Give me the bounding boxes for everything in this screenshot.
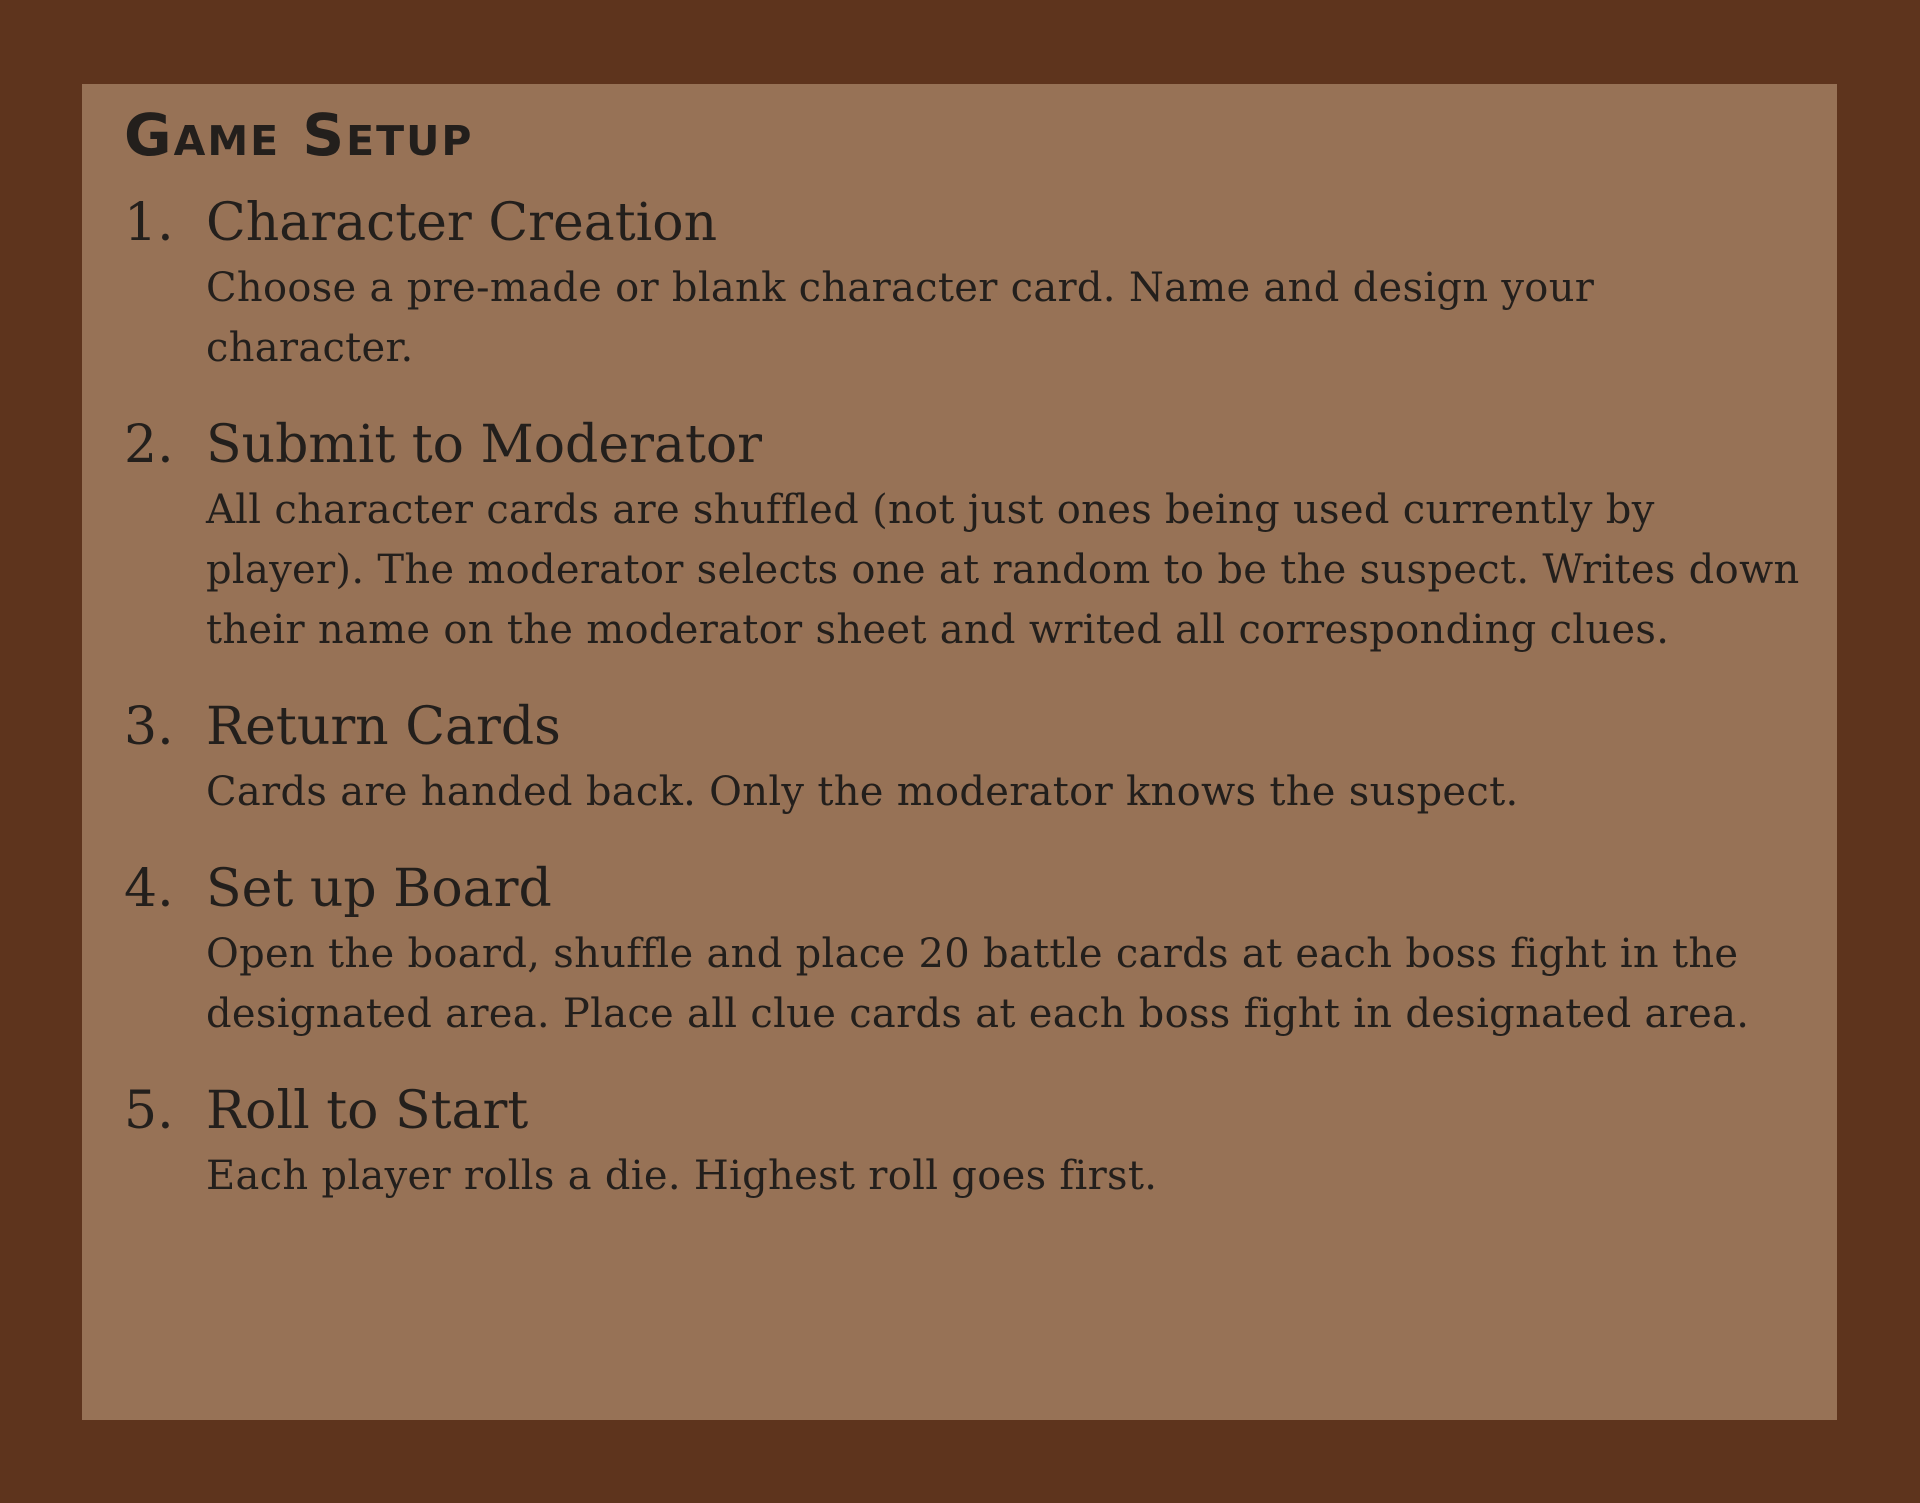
step-description: Choose a pre-made or blank character card. Name and design your character. (206, 265, 1595, 371)
step-description: Cards are handed back. Only the moderator knows the suspect. (206, 769, 1519, 815)
step-return-cards (124, 692, 1824, 822)
page-title: Game Setup (124, 101, 474, 169)
step-description: All character cards are shuffled (not just ones being used currently by player). The moderator selects one at random to be the suspect. Writes down their name on the moderator sheet and writed all corresponding clues. (206, 487, 1800, 653)
step-title: Return Cards (206, 697, 561, 757)
step-number: 2. (124, 415, 174, 475)
step-number: 4. (124, 859, 174, 919)
step-submit-to-moderator (124, 410, 1824, 660)
step-number: 5. (124, 1081, 174, 1141)
step-set-up-board (124, 854, 1824, 1044)
step-title: Character Creation (206, 193, 718, 253)
setup-steps-list (124, 188, 1824, 1238)
step-roll-to-start (124, 1076, 1824, 1206)
step-title: Roll to Start (206, 1081, 529, 1141)
step-character-creation (124, 188, 1824, 378)
step-description: Open the board, shuffle and place 20 battle cards at each boss fight in the designated area. Place all clue cards at each boss fight in designated area. (206, 931, 1750, 1037)
step-title: Set up Board (206, 859, 552, 919)
step-title: Submit to Moderator (206, 415, 763, 475)
step-number: 3. (124, 697, 174, 757)
step-number: 1. (124, 193, 174, 253)
step-description: Each player rolls a die. Highest roll goes first. (206, 1153, 1158, 1199)
